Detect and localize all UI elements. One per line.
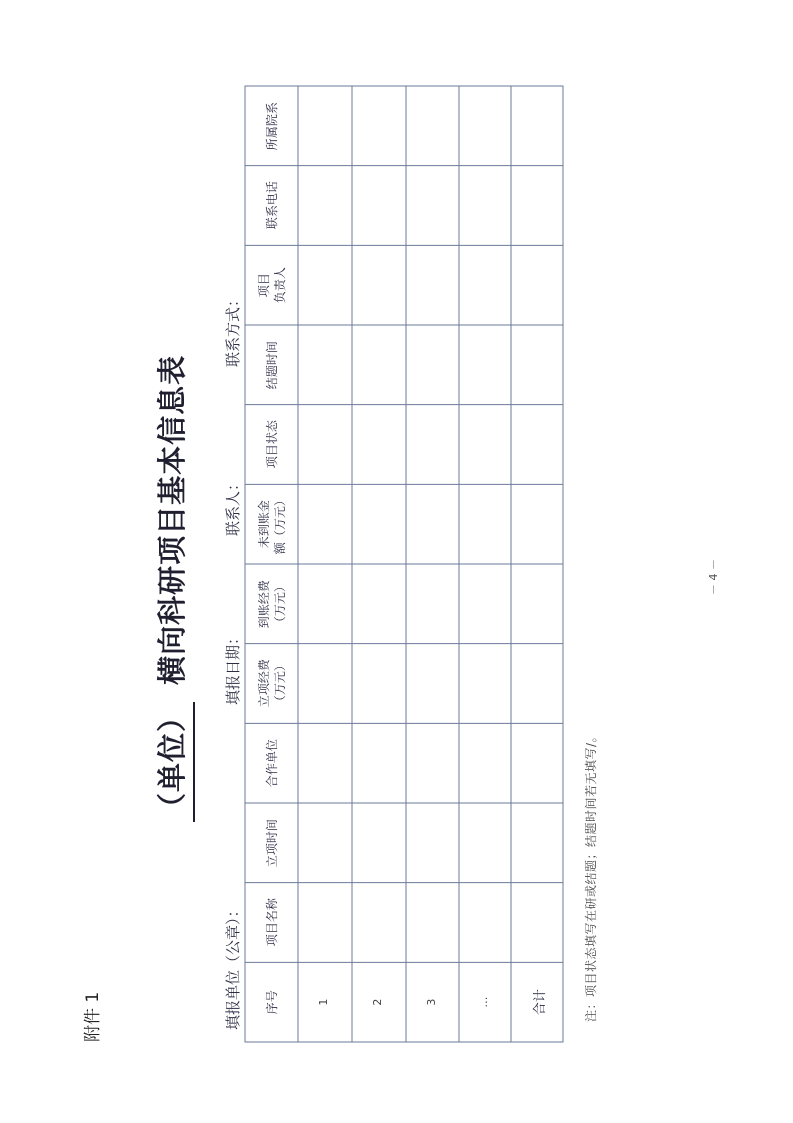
total-row-label: 合计 <box>533 989 548 1016</box>
column-header <box>264 328 280 402</box>
column-header-line1: 结题时间 <box>264 340 279 389</box>
column-header <box>256 567 288 641</box>
title-unit: （单位） <box>150 702 195 822</box>
column-header <box>264 726 280 800</box>
column-header <box>256 248 288 322</box>
column-header-line2: 负责人 <box>272 267 287 304</box>
column-header <box>256 647 288 721</box>
column-header <box>264 408 280 482</box>
row-number: 1 <box>317 998 330 1006</box>
column-header-line1: 立项经费 <box>256 659 271 708</box>
column-header-line1: 序号 <box>264 990 279 1015</box>
contact-person-label: 联系人： <box>224 475 242 536</box>
column-header <box>264 965 280 1039</box>
row-number: … <box>477 996 490 1008</box>
column-header <box>264 89 280 163</box>
fill-date-label: 填报日期： <box>224 629 242 705</box>
page-number: － 4 － <box>707 559 720 595</box>
column-header-line2: （万元） <box>272 579 287 628</box>
title-name: 横向科研项目基本信息表 <box>155 354 189 685</box>
column-header <box>256 487 288 561</box>
attachment-label: 附件 1 <box>83 991 103 1042</box>
column-header-line1: 未到账金 <box>256 500 271 549</box>
column-header-line1: 项目名称 <box>264 898 279 947</box>
column-header-line1: 联系电话 <box>264 181 279 230</box>
column-header-line1: 项目状态 <box>264 420 279 469</box>
fill-unit-label: 填报单位（公章）： <box>224 902 242 1030</box>
column-header <box>264 886 280 960</box>
contact-method-label: 联系方式： <box>224 291 242 367</box>
column-header-line1: 所属院系 <box>264 101 279 150</box>
column-header-line1: 到账经费 <box>256 579 271 628</box>
column-header-line2: （万元） <box>272 659 287 708</box>
column-header <box>264 169 280 243</box>
row-number: 3 <box>424 998 438 1006</box>
column-header-line1: 项目 <box>256 273 271 298</box>
row-number: 2 <box>371 998 384 1006</box>
column-header <box>264 806 280 880</box>
column-header-line2: 额（万元） <box>272 494 287 555</box>
table-note: 注：项目状态填写在研或结题；结题时间若无填写/。 <box>584 729 598 1022</box>
column-header-line1: 合作单位 <box>264 739 279 788</box>
column-header-line1: 立项时间 <box>264 818 279 867</box>
